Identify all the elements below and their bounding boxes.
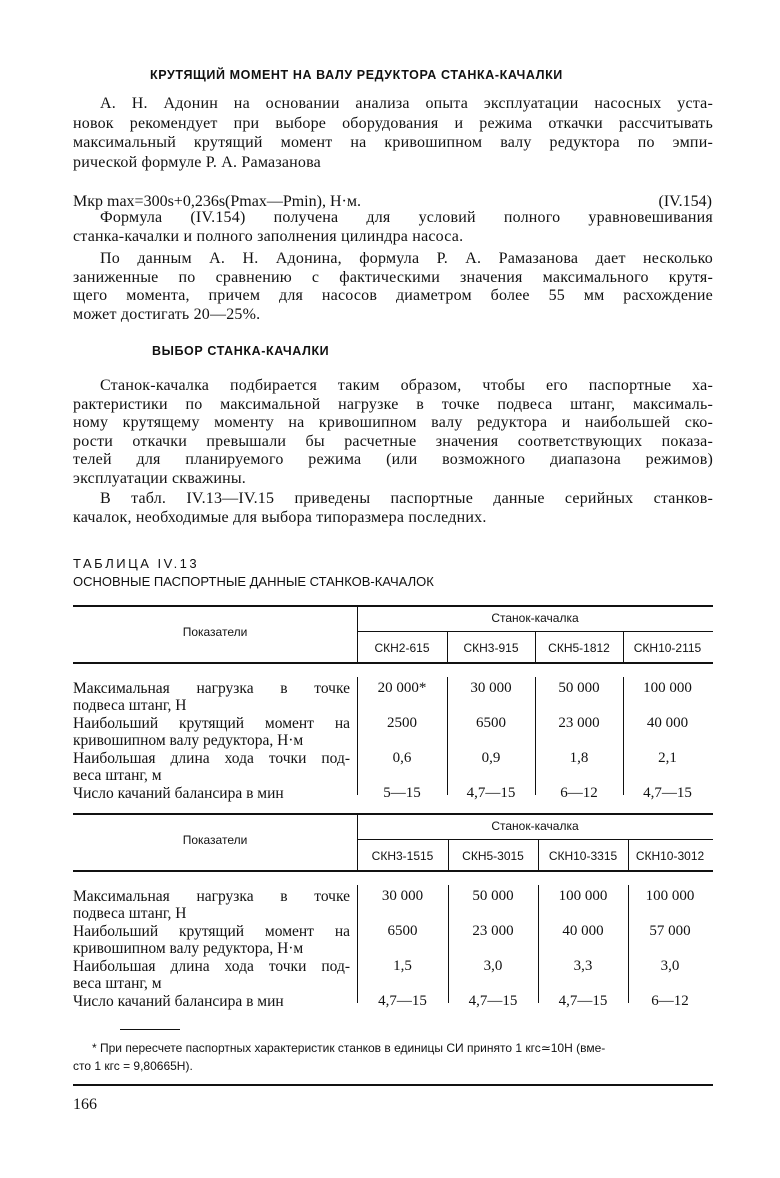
table-header-rule [73,662,713,664]
footnote-divider [120,1029,180,1030]
table-group-rule [357,839,713,840]
paragraph-line: может достигать 20—25%. [73,305,261,323]
bottom-rule [73,1084,713,1086]
table-top-rule [73,813,713,815]
table-header-group: Станок-качалка [491,611,579,625]
row-label-line: Наибольшая длина хода точки под- [73,958,350,975]
row-label-line [73,802,350,819]
table-row-label [73,888,350,922]
table-cell: 50 000 [558,680,600,696]
table-column-header: СКН3-1515 [371,849,434,863]
row-label-line [73,1010,350,1027]
table-cell: 100 000 [558,888,608,904]
paragraph-line: новок рекомендует при выборе оборудования и режима откачки рассчитывать [73,114,713,132]
table-cell: 0,6 [392,750,412,766]
table-cell: 4,7—15 [643,785,692,801]
row-label-line: Число качаний балансира в мин [73,993,284,1010]
row-label-line: Наибольший крутящий момент на [73,715,350,732]
table-row-label [73,958,350,992]
table-caption: ОСНОВНЫЕ ПАСПОРТНЫЕ ДАННЫЕ СТАНКОВ-КАЧАЛОК [73,574,434,589]
paragraph-line: Формула (IV.154) получена для условий полного уравновешивания [100,209,713,226]
table-cell: 20 000* [377,680,427,696]
table-cell: 3,0 [660,958,680,974]
paragraph-line: эксплуатации скважины. [73,470,246,487]
row-label-line: Максимальная нагрузка в точке [73,888,350,905]
table-column-header: СКН10-2115 [633,641,702,655]
paragraph-line: ному крутящему моменту на кривошипном валу редуктора и наибольшей ско- [73,414,713,432]
table-label: ТАБЛИЦА IV.13 [73,556,200,571]
table-cell: 2,1 [658,750,677,766]
table-row-label [73,750,350,784]
table-cell: 3,3 [573,958,593,974]
paragraph-line: щего момента, причем для насосов диаметром более 55 мм расхождение [73,287,713,304]
table-cell: 4,7—15 [468,993,518,1009]
paragraph-line: телей для планируемого режима (или возможного диапазона режимов) [73,451,713,469]
table-cell: 6—12 [651,993,689,1009]
row-label-line: подвеса штанг, Н [73,905,187,922]
paragraph-line: станка-качалки и полного заполнения цилиндра насоса. [73,227,464,245]
table-row-label [73,715,350,749]
table-header-indicators: Показатели [182,833,248,847]
table-cell: 23 000 [558,715,600,731]
section-title-torque: КРУТЯЩИЙ МОМЕНТ НА ВАЛУ РЕДУКТОРА СТАНКА-КАЧАЛКИ [150,68,563,82]
paragraph-line: рости откачки превышали бы расчетные значения соответствующих показа- [73,432,713,450]
table-cell: 4,7—15 [466,785,516,801]
table-cell: 50 000 [472,888,514,904]
table-cell: 1,8 [569,750,589,766]
table-cell: 40 000 [562,923,604,939]
table-cell: 5—15 [383,785,421,801]
table-row-label [73,680,350,714]
row-label-line: Наибольший крутящий момент на [73,923,350,940]
page-number: 166 [73,1096,97,1113]
table-top-rule [73,605,713,607]
table-column-header: СКН2-615 [374,641,430,655]
row-label-line: веса штанг, м [73,767,162,784]
table-cell: 40 000 [646,715,689,731]
table-header-group: Станок-качалка [491,819,579,833]
footnote-line: * При пересчете паспортных характеристик станков в единицы СИ принято 1 кгс≃10Н (вме- [92,1041,606,1055]
paragraph-line: заниженные по сравнению с фактическими значения максимального крутя- [73,268,713,286]
paragraph-line: рактеристики по максимальной нагрузке в точке подвеса штанг, максималь- [73,395,713,413]
formula: Mкр max=300s+0,236s(Pmax—Pmin), Н·м. [73,193,361,210]
paragraph-line: качалок, необходимые для выбора типоразмера последних. [73,508,487,526]
table-cell: 4,7—15 [558,993,608,1009]
table-cell: 100 000 [643,680,692,696]
table-cell: 4,7—15 [378,993,427,1009]
table-header-indicators: Показатели [182,625,248,639]
row-label-line: кривошипном валу редуктора, Н·м [73,940,304,957]
table-cell: 6500 [387,923,418,939]
table-cell: 6—12 [560,785,598,801]
table-cell: 3,0 [483,958,503,974]
row-label-line: Наибольшая длина хода точки под- [73,750,350,767]
row-label-line: кривошипном валу редуктора, Н·м [73,732,304,749]
table-cell: 1,5 [393,958,412,974]
paragraph-line: рической формуле Р. А. Рамазанова [73,153,321,171]
section-title-selection: ВЫБОР СТАНКА-КАЧАЛКИ [152,344,330,358]
paragraph-line: В табл. IV.13—IV.15 приведены паспортные данные серийных станков- [100,490,713,507]
table-column-header: СКН3-915 [463,641,519,655]
table-column-header: СКН10-3315 [548,849,618,863]
paragraph-line: По данным А. Н. Адонина, формула Р. А. Рамазанова дает несколько [100,250,713,267]
table-column-header: СКН5-3015 [462,849,524,863]
table-column-header: СКН10-3012 [635,849,705,863]
paragraph-line: А. Н. Адонин на основании анализа опыта эксплуатации насосных уста- [100,95,713,112]
row-label-line: Максимальная нагрузка в точке [73,680,350,697]
table-cell: 30 000 [470,680,512,696]
table-row-label [73,993,350,1027]
table-header-rule [73,870,713,872]
table-cell: 2500 [387,715,417,731]
row-label-line: Число качаний балансира в мин [73,785,284,802]
table-cell: 23 000 [472,923,514,939]
table-cell: 57 000 [649,923,691,939]
table-row-label [73,923,350,957]
row-label-line: веса штанг, м [73,975,162,992]
formula-number: (IV.154) [658,193,712,210]
footnote-line: сто 1 кгс = 9,80665Н). [73,1059,193,1073]
table-column-header: СКН5-1812 [548,641,610,655]
table-cell: 30 000 [381,888,424,904]
paragraph-line: Станок-качалка подбирается таким образом, чтобы его паспортные ха- [100,377,713,394]
table-cell: 100 000 [645,888,695,904]
table-cell: 0,9 [481,750,501,766]
table-cell: 6500 [476,715,506,731]
paragraph-line: максимальный крутящий момент на кривошипном валу редуктора по эмпи- [73,134,713,152]
row-label-line: подвеса штанг, Н [73,697,187,714]
